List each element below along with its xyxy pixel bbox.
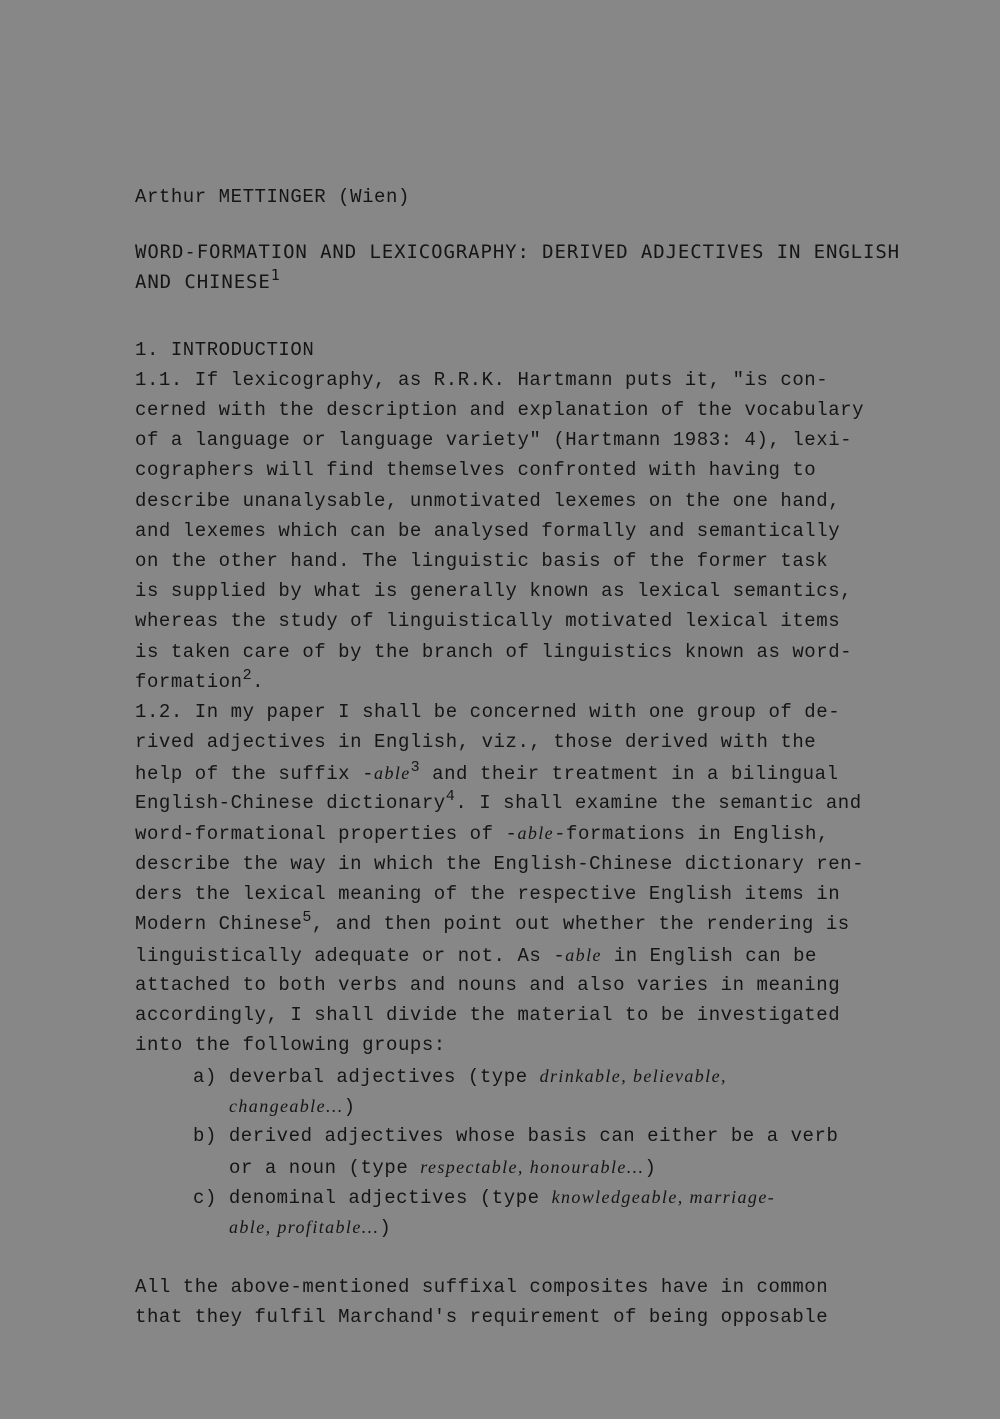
para-1-2-line — [135, 943, 817, 968]
title-text-2: AND CHINESE — [135, 271, 271, 293]
italic-term: able — [565, 945, 602, 965]
text-span: cographers will find themselves confronted with having to — [135, 459, 817, 481]
text-span: . — [252, 671, 265, 693]
text-span: cerned with the description and explanation of the vocabulary — [135, 399, 865, 421]
text-span: . I shall examine the semantic and — [455, 792, 862, 814]
para-1-1-line — [135, 519, 840, 543]
text-span: is supplied by what is generally known as lexical semantics, — [135, 580, 853, 602]
text-span: 1.1. If lexicography, as R.R.K. Hartmann puts it, "is con- — [135, 369, 829, 391]
list-item-a — [193, 1064, 727, 1089]
text-span: c) denominal adjectives (type — [193, 1187, 552, 1209]
para-1-2-line — [135, 973, 840, 997]
italic-examples: changeable... — [229, 1096, 344, 1116]
text-span: help of the suffix - — [135, 763, 375, 785]
italic-examples: able, profitable... — [229, 1217, 380, 1237]
title-footnote-marker: 1 — [270, 266, 281, 284]
text-span: a) deverbal adjectives (type — [193, 1066, 540, 1088]
text-span: ) — [379, 1217, 392, 1239]
footnote-marker: 4 — [445, 788, 456, 805]
text-span: that they fulfil Marchand's requirement of being opposable — [135, 1306, 829, 1328]
para-1-2-line — [135, 882, 840, 906]
text-span: ders the lexical meaning of the respective English items in — [135, 883, 841, 905]
text-span: and their treatment in a bilingual — [420, 763, 839, 785]
para-1-2-line — [135, 761, 839, 786]
footnote-marker: 5 — [302, 909, 312, 926]
paper-title-line-2 — [135, 266, 281, 294]
para-1-1-line — [135, 428, 852, 452]
paper-title-line-1 — [135, 240, 900, 264]
text-span: word-formational properties of - — [135, 823, 518, 845]
author-line — [135, 185, 410, 209]
text-span: is taken care of by the branch of linguistics known as word- — [135, 641, 853, 663]
para-1-1-line — [135, 489, 840, 513]
text-span: All the above-mentioned suffixal composites have in common — [135, 1276, 829, 1298]
para-1-1-line — [135, 458, 816, 482]
text-span: -formations in English, — [554, 823, 829, 845]
para-1-2-line — [135, 788, 862, 815]
para-1-2-line — [135, 821, 829, 846]
para-1-2-line — [135, 1033, 446, 1057]
text-span: English-Chinese dictionary — [135, 792, 446, 814]
para-1-2-line — [135, 852, 864, 876]
text-span: accordingly, I shall divide the material to be investigated — [135, 1004, 841, 1026]
author-name: Arthur METTINGER (Wien) — [135, 186, 410, 208]
para-1-2-line — [135, 909, 850, 936]
para-1-1-line — [135, 398, 864, 422]
para-1-2-line — [135, 700, 840, 724]
list-item-b — [193, 1124, 838, 1148]
text-span: , and then point out whether the rendering is — [311, 913, 850, 935]
para-1-1-line — [135, 368, 828, 392]
text-span: into the following groups: — [135, 1034, 446, 1056]
list-item-a-cont — [229, 1094, 356, 1119]
text-span: rived adjectives in English, viz., those derived with the — [135, 731, 817, 753]
italic-examples: knowledgeable, marriage- — [551, 1187, 776, 1207]
closing-line — [135, 1305, 828, 1329]
footnote-marker: 2 — [242, 667, 253, 684]
section-heading-text: 1. INTRODUCTION — [135, 339, 315, 361]
text-span: b) derived adjectives whose basis can either be a verb — [193, 1125, 839, 1147]
text-span: linguistically adequate or not. As - — [135, 945, 566, 967]
text-span: in English can be — [601, 945, 818, 967]
text-span: or a noun (type — [229, 1157, 421, 1179]
section-heading — [135, 338, 314, 362]
para-1-1-line — [135, 640, 852, 664]
list-item-c — [193, 1185, 775, 1210]
text-span: ) — [343, 1096, 356, 1118]
italic-term: able — [374, 763, 411, 783]
para-1-1-line — [135, 609, 840, 633]
closing-line — [135, 1275, 828, 1299]
text-span: formation — [135, 671, 243, 693]
text-span: of a language or language variety" (Hartmann 1983: 4), lexi- — [135, 429, 853, 451]
text-span: describe the way in which the English-Chinese dictionary ren- — [135, 853, 865, 875]
italic-term: able — [517, 823, 555, 843]
text-span: Modern Chinese — [135, 913, 303, 935]
text-span: describe unanalysable, unmotivated lexemes on the one hand, — [135, 490, 841, 512]
text-span: 1.2. In my paper I shall be concerned with one group of de- — [135, 701, 841, 723]
text-span: and lexemes which can be analysed formally and semantically — [135, 520, 841, 542]
list-item-c-cont — [229, 1215, 391, 1240]
footnote-marker: 3 — [410, 759, 421, 776]
italic-examples: drinkable, believable, — [539, 1066, 727, 1086]
italic-examples: respectable, honourable... — [420, 1157, 645, 1177]
text-span: whereas the study of linguistically motivated lexical items — [135, 610, 841, 632]
text-span: ) — [644, 1157, 657, 1179]
para-1-1-line — [135, 579, 852, 603]
text-span: on the other hand. The linguistic basis of the former task — [135, 550, 829, 572]
title-text-1: WORD-FORMATION AND LEXICOGRAPHY: DERIVED ADJECTIVES IN ENGLISH — [135, 241, 901, 263]
para-1-2-line — [135, 730, 816, 754]
list-item-b-cont — [229, 1155, 656, 1180]
text-span: attached to both verbs and nouns and also varies in meaning — [135, 974, 841, 996]
para-1-1-line — [135, 667, 265, 694]
para-1-1-line — [135, 549, 828, 573]
para-1-2-line — [135, 1003, 840, 1027]
